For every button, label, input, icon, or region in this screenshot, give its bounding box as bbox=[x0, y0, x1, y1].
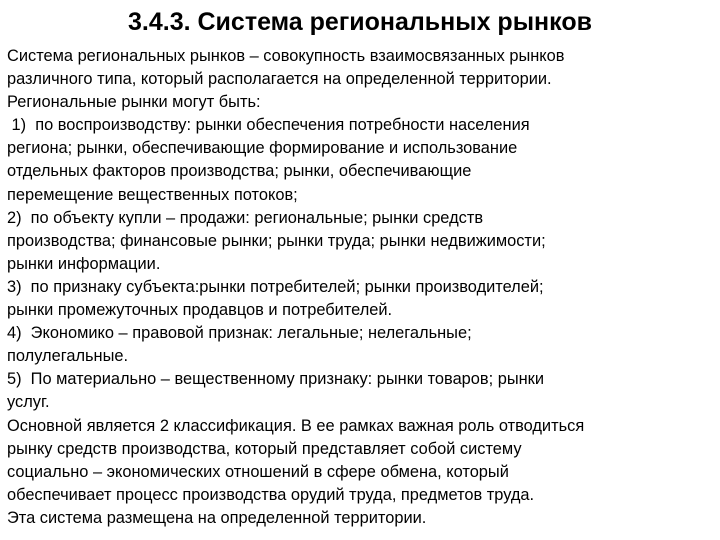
list-item-2 bbox=[7, 207, 719, 276]
list-item-1 bbox=[7, 114, 719, 206]
list-item-line: перемещение вещественных потоков; bbox=[7, 185, 298, 204]
list-item-line: услуг. bbox=[7, 393, 50, 412]
conclusion-line: обеспечивает процесс производства орудий труда, предметов труда. bbox=[7, 485, 535, 504]
classification-list bbox=[7, 114, 719, 414]
list-item-line: рынки промежуточных продавцов и потребителей. bbox=[7, 301, 393, 320]
slide-title: 3.4.3. Система региональных рынков bbox=[128, 8, 592, 36]
definition-line: различного типа, который располагается на определенной территории. bbox=[7, 70, 552, 89]
definition-line: Система региональных рынков – совокупность взаимосвязанных рынков bbox=[7, 47, 565, 65]
list-item-line: полулегальные. bbox=[7, 347, 129, 366]
intro-line: Региональные рынки могут быть: bbox=[7, 93, 261, 112]
list-item-line: 4) Экономико – правовой признак: легальные; нелегальные; bbox=[7, 324, 472, 343]
intro-paragraph bbox=[7, 91, 719, 114]
list-item-line: 3) по признаку субъекта:рынки потребителей; рынки производителей; bbox=[7, 277, 544, 296]
list-item-5 bbox=[7, 368, 719, 414]
conclusion-line: Основной является 2 классификация. В ее рамках важная роль отводиться bbox=[7, 416, 585, 435]
list-item-line: 2) по объекту купли – продажи: региональные; рынки средств bbox=[7, 208, 484, 227]
slide-content bbox=[7, 45, 719, 530]
conclusion-paragraph bbox=[7, 415, 719, 530]
list-item-line: рынки информации. bbox=[7, 254, 161, 273]
conclusion-line: рынку средств производства, который представляет собой систему bbox=[7, 439, 522, 458]
list-item-line: 5) По материально – вещественному признаку: рынки товаров; рынки bbox=[7, 370, 545, 389]
definition-paragraph bbox=[7, 45, 719, 91]
list-item-line: производства; финансовые рынки; рынки труда; рынки недвижимости; bbox=[7, 231, 546, 250]
list-item-line: 1) по воспроизводству: рынки обеспечения потребности населения bbox=[7, 116, 530, 135]
list-item-4 bbox=[7, 322, 719, 368]
conclusion-line: социально – экономических отношений в сфере обмена, который bbox=[7, 462, 509, 481]
list-item-line: отдельных факторов производства; рынки, обеспечивающие bbox=[7, 162, 472, 181]
conclusion-line: Эта система размещена на определенной территории. bbox=[7, 508, 427, 527]
list-item-3 bbox=[7, 276, 719, 322]
list-item-line: региона; рынки, обеспечивающие формирование и использование bbox=[7, 139, 518, 158]
